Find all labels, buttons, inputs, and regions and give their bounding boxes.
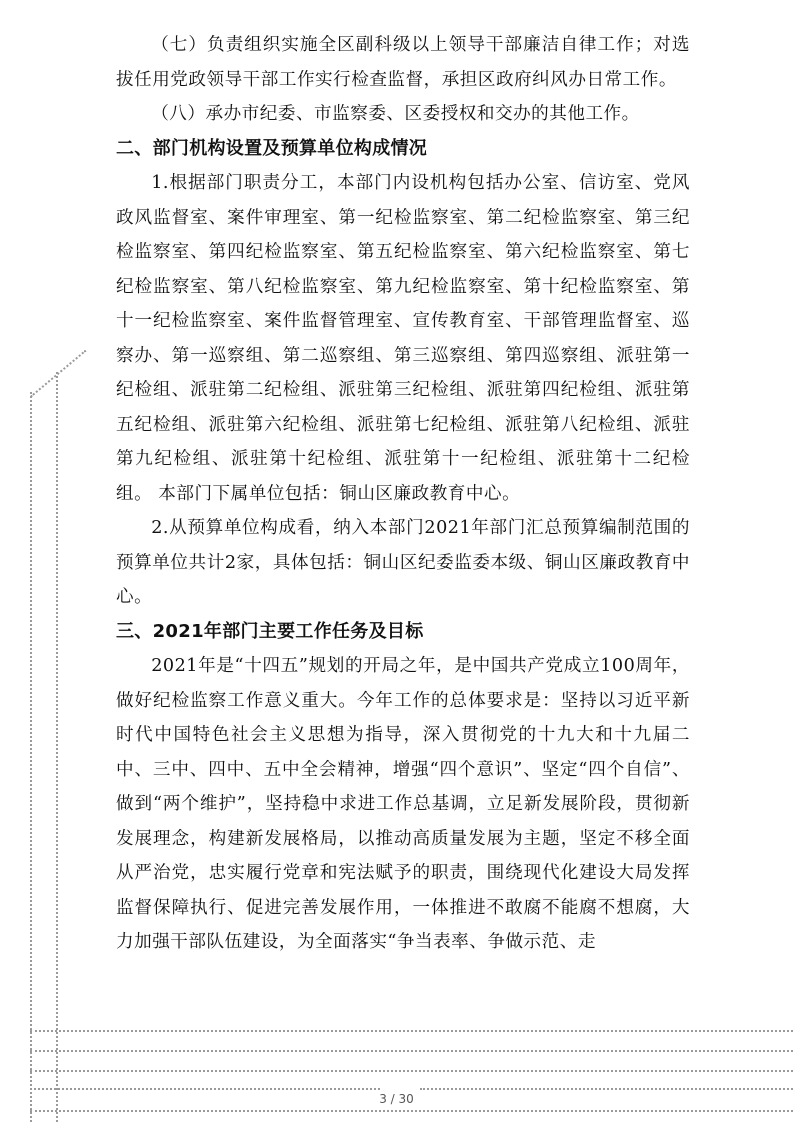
page-number: 3 / 30 — [379, 1092, 414, 1106]
paragraph-duty-eight: （八）承办市纪委、市监察委、区委授权和交办的其他工作。 — [151, 104, 640, 124]
dotted-guide-bottom-6 — [30, 1110, 793, 1112]
dotted-guide-inner-vertical — [56, 372, 58, 1122]
paragraph-work-goals: 2021年是“十四五”规划的开局之年，是中国共产党成立100周年，做好纪检监察工作意义重大。今年工作的总体要求是：坚持以习近平新时代中国特色社会主义思想为指导，深入贯彻党的十九大和十九届二中、三中、四中、五中全会精神，增强“四个意识”、坚定“四个自信”、做到“两个维护”，坚持稳中求进工作总基调，立足新发展阶段，贯彻新发展理念，构建新发展格局，以推动高质量发展为主题，坚定不移全面从严治党，忠实履行党章和宪法赋予的职责，围绕现代化建设大局发挥监督保障执行、促进完善发展作用，一体推进不敢腐不能腐不想腐，大力加强干部队伍建设，为全面落实“争当表率、争做示范、走 — [116, 656, 690, 952]
dotted-guide-bottom-2 — [30, 1050, 793, 1052]
dotted-guide-bottom-4 — [30, 1088, 380, 1090]
section-heading-three: 三、2021年部门主要工作任务及目标 — [116, 620, 424, 642]
paragraph-internal-institutions: 1.根据部门职责分工，本部门内设机构包括办公室、信访室、党风政风监督室、案件审理室、第一纪检监察室、第二纪检监察室、第三纪检监察室、第四纪检监察室、第五纪检监察室、第六纪检监察室、第七纪检监察室、第八纪检监察室、第九纪检监察室、第十纪检监察室、第十一纪检监察室、案件监督管理室、宣传教育室、干部管理监督室、巡察办、第一巡察组、第二巡察组、第三巡察组、第四巡察组、派驻第一纪检组、派驻第二纪检组、派驻第三纪检组、派驻第四纪检组、派驻第五纪检组、派驻第六纪检组、派驻第七纪检组、派驻第八纪检组、派驻第九纪检组、派驻第十纪检组、派驻第十一纪检组、派驻第十二纪检组。 本部门下属单位包括：铜山区廉政教育中心。 — [116, 173, 690, 504]
dotted-guide-bottom-1 — [30, 1030, 793, 1032]
dotted-guide-bottom-3 — [30, 1070, 793, 1072]
dotted-guide-bottom-5 — [420, 1088, 793, 1090]
section-heading-two: 二、部门机构设置及预算单位构成情况 — [116, 137, 428, 159]
paragraph-duty-seven: （七）负责组织实施全区副科级以上领导干部廉洁自律工作；对选拔任用党政领导干部工作实行检查监督，承担区政府纠风办日常工作。 — [116, 35, 690, 90]
document-body — [116, 28, 690, 960]
dotted-guide-left-vertical — [30, 392, 32, 1122]
paragraph-budget-units: 2.从预算单位构成看，纳入本部门2021年部门汇总预算编制范围的预算单位共计2家，具体包括：铜山区纪委监委本级、铜山区廉政教育中心。 — [116, 518, 690, 607]
dotted-guide-left-diagonal — [30, 350, 86, 398]
